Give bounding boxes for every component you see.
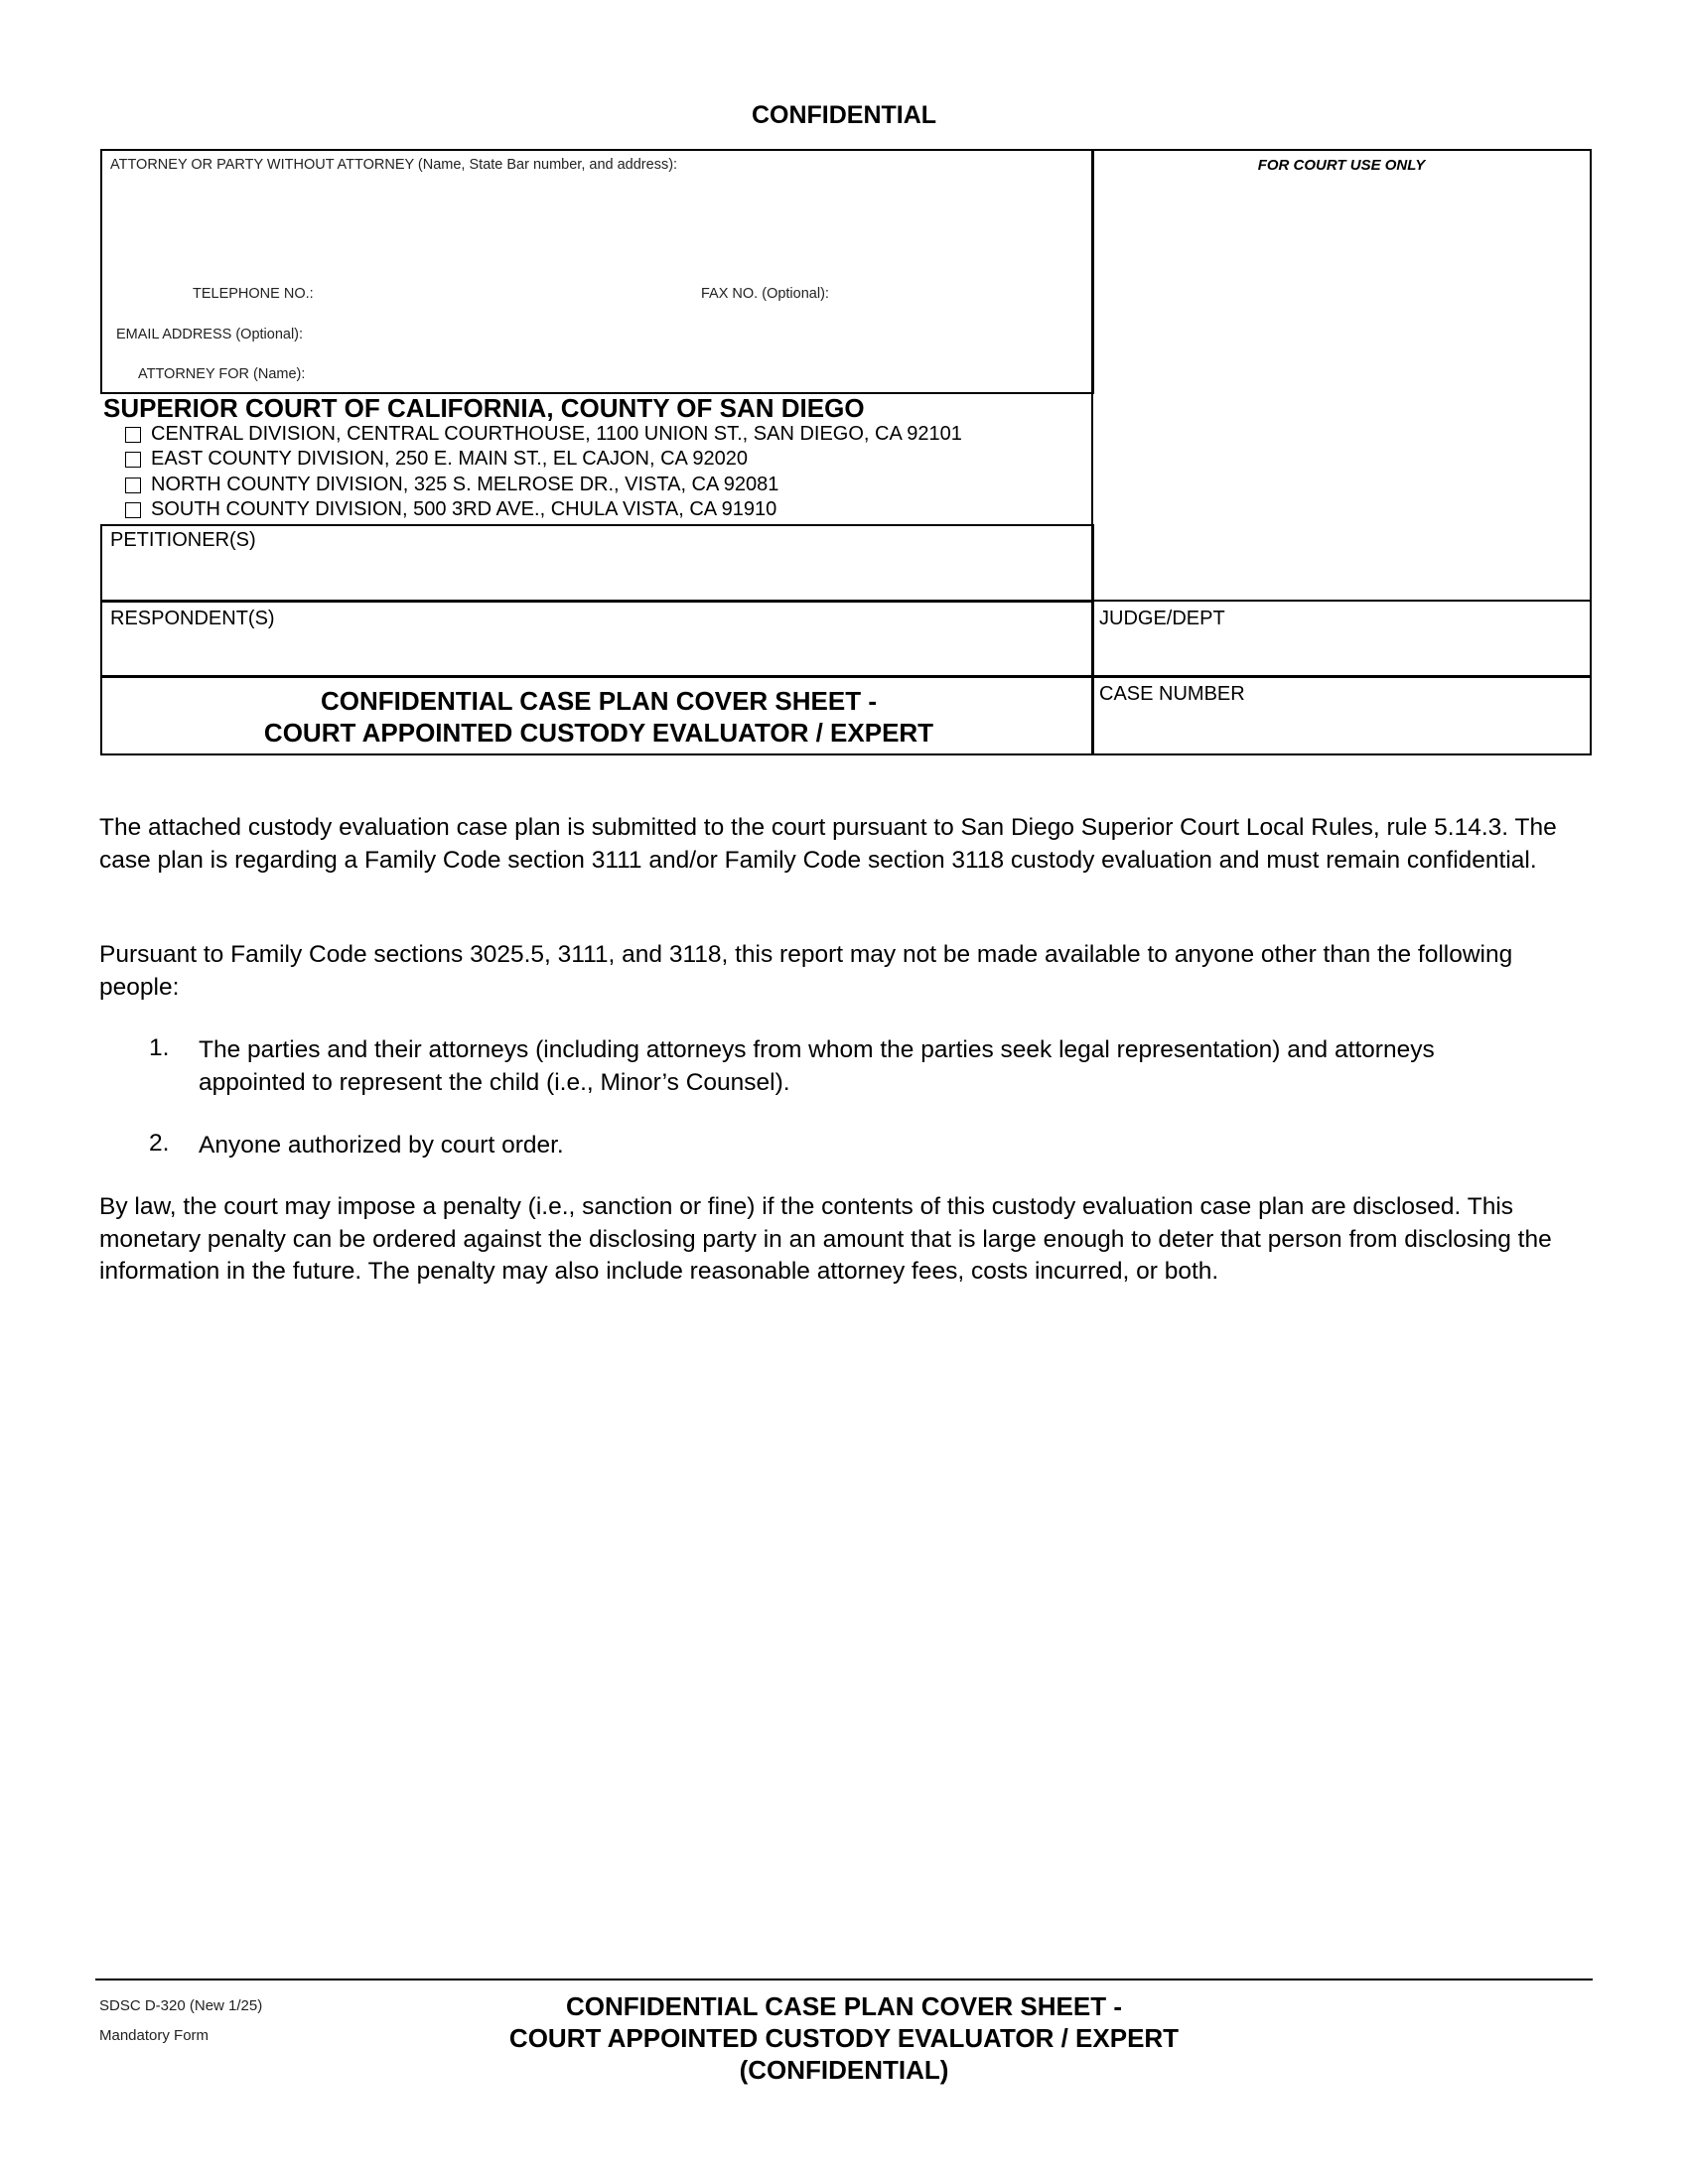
- division-checkbox[interactable]: [125, 502, 141, 518]
- telephone-label: TELEPHONE NO.:: [193, 286, 314, 302]
- form-title-line-1: CONFIDENTIAL CASE PLAN COVER SHEET -: [320, 686, 877, 716]
- form-id: SDSC D-320 (New 1/25): [99, 1997, 263, 2014]
- division-option-east[interactable]: [125, 448, 748, 471]
- form-title-box: [100, 675, 1094, 755]
- form-title-line-2: COURT APPOINTED CUSTODY EVALUATOR / EXPERT: [263, 718, 934, 748]
- list-number: 1.: [149, 1034, 170, 1061]
- division-option-central[interactable]: [125, 423, 962, 446]
- list-number: 2.: [149, 1130, 170, 1157]
- page-title: CONFIDENTIAL: [751, 101, 937, 129]
- attorney-box: [100, 149, 1094, 394]
- court-use-box: [1091, 149, 1592, 602]
- division-checkbox[interactable]: [125, 427, 141, 443]
- division-label: NORTH COUNTY DIVISION, 325 S. MELROSE DR., VISTA, CA 92081: [151, 474, 779, 495]
- footer-title: [0, 1990, 1688, 2086]
- list-item: The parties and their attorneys (including attorneys from whom the parties seek legal representation) and attorneys appointed to represent the child (i.e., Minor’s Counsel).: [199, 1036, 1435, 1096]
- footer-divider: [95, 1979, 1593, 1980]
- footer-title-line-3: (CONFIDENTIAL): [739, 2055, 949, 2085]
- division-option-south[interactable]: [125, 498, 776, 521]
- court-name: SUPERIOR COURT OF CALIFORNIA, COUNTY OF SAN DIEGO: [103, 393, 865, 423]
- paragraph-penalty: By law, the court may impose a penalty (i.e., sanction or fine) if the contents of this custody evaluation case plan are disclosed. This monetary penalty can be ordered against the disclosing party in an amount that is large enough to deter that person from disclosing the information in the future. The penalty may also include reasonable attorney fees, costs incurred, or both.: [99, 1193, 1552, 1285]
- division-checkbox[interactable]: [125, 452, 141, 468]
- form-title: [102, 685, 1095, 749]
- attorney-label: ATTORNEY OR PARTY WITHOUT ATTORNEY (Name, State Bar number, and address):: [110, 157, 678, 173]
- petitioner-label: PETITIONER(S): [110, 529, 256, 551]
- division-label: CENTRAL DIVISION, CENTRAL COURTHOUSE, 1100 UNION ST., SAN DIEGO, CA 92101: [151, 423, 962, 445]
- division-label: SOUTH COUNTY DIVISION, 500 3RD AVE., CHULA VISTA, CA 91910: [151, 498, 777, 520]
- footer-title-line-1: CONFIDENTIAL CASE PLAN COVER SHEET -: [565, 1991, 1122, 2021]
- petitioner-box[interactable]: [100, 524, 1094, 603]
- case-number-label: CASE NUMBER: [1099, 683, 1245, 705]
- list-item: Anyone authorized by court order.: [199, 1132, 564, 1159]
- footer-title-line-2: COURT APPOINTED CUSTODY EVALUATOR / EXPERT: [508, 2023, 1180, 2053]
- judge-dept-box[interactable]: [1091, 600, 1592, 678]
- judge-dept-label: JUDGE/DEPT: [1099, 608, 1225, 629]
- paragraph-availability: Pursuant to Family Code sections 3025.5, 3111, and 3118, this report may not be made available to anyone other than the following people:: [99, 941, 1513, 1001]
- division-label: EAST COUNTY DIVISION, 250 E. MAIN ST., EL CAJON, CA 92020: [151, 448, 748, 470]
- respondent-label: RESPONDENT(S): [110, 608, 275, 629]
- case-number-box[interactable]: [1091, 675, 1592, 755]
- paragraph-submission: The attached custody evaluation case plan is submitted to the court pursuant to San Diego Superior Court Local Rules, rule 5.14.3. The case plan is regarding a Family Code section 3111 and/or Family Code section 3118 custody evaluation and must remain confidential.: [99, 814, 1557, 874]
- mandatory-form-label: Mandatory Form: [99, 2027, 210, 2044]
- division-option-north[interactable]: [125, 474, 778, 496]
- fax-label: FAX NO. (Optional):: [701, 286, 829, 302]
- attorney-for-label: ATTORNEY FOR (Name):: [138, 366, 306, 382]
- court-use-label: FOR COURT USE ONLY: [1257, 157, 1426, 174]
- caption-block: [100, 149, 1592, 755]
- division-checkbox[interactable]: [125, 478, 141, 493]
- email-label: EMAIL ADDRESS (Optional):: [116, 327, 304, 342]
- respondent-box[interactable]: [100, 600, 1094, 678]
